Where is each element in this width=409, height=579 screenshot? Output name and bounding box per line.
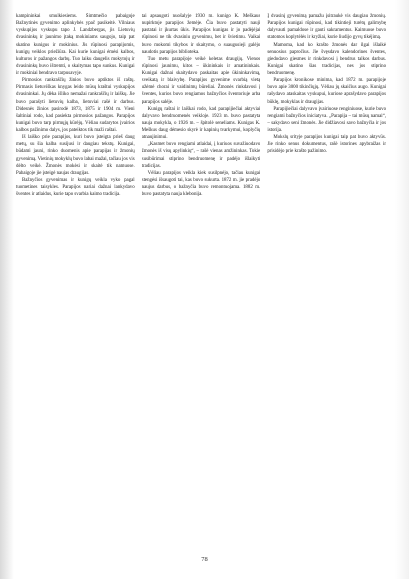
paragraph: Bažnyčios gyvenimas ir kunigų veikla vyko pagal tuometines taisykles. Parapijos nariai dažnai lankydavo šventes ir atlaidus, kurie tapo svarbia kaimo tradicija. <box>16 177 135 198</box>
paragraph: Parapijos kronikose minima, kad 1872 m. parapijoje buvo apie 3000 tikinčiųjų. Vėliau jų skaičius augo. Kunigai rašydavo ataskaitas vyskupui, kuriose aprašydavo parapijos būklę, mokyklas ir draugijas. <box>267 78 387 105</box>
paragraph: Tuo metu parapijoje veikė keletas draugijų. Vienos rūpinosi jaunimu, kitos – ūkininkais ir amatininkais. Kunigai dažnai skaitydavo paskaitas apie ūkininkavimą, sveikatą ir blaivybę. Parapijos gyvenime svarbią vietą užėmė chorai ir vaidinimų būreliai. Žmonės rinkdavosi į šventes, kurios buvo rengiamos bažnyčios šventoriuje arba parapijos salėje. <box>141 56 261 105</box>
paragraph: Kunigų raštai ir laiškai rodo, kad parapijiečiai aktyviai dalyvavo bendruomenės veikloje. 1923 m. buvo pastatyta nauja mokykla, o 1926 m. – špitolė seneliams. Kunigas K. Meškus daug dėmesio skyrė ir kapinių tvarkymui, koplyčių atnaujinimui. <box>141 106 261 141</box>
column-left <box>16 13 135 553</box>
paragraph: Mamoma, kad ko krašto žmonės dar ilgai išlaikė senuosius papročius. Jie švęsdavo kalendorines šventes, giedodavo giesmes ir rinkdavosi į bendrus talkos darbus. Kunigai skatino šias tradicijas, nes jos stiprino bendruomenę. <box>267 42 387 76</box>
paragraph: Mokslų srityje parapijos kunigai taip pat buvo aktyvūs. Jie rinko senus dokumentus, rašė istorines apybraižas ir prisidėjo prie krašto pažinimo. <box>267 135 387 155</box>
column-right <box>267 13 386 553</box>
text-columns <box>16 13 386 553</box>
paragraph: „Kasmet buvo rengiami atlaidai, į kuriuos suvažiuodavo žmonės iš visų apylinkių“, – rašė vienas amžininkas. Tokie susibūrimai stiprino bendruomenę ir padėjo išlaikyti tradicijas. <box>141 142 261 169</box>
column-middle <box>142 13 261 553</box>
paragraph: Į dvasinį gyvenimą pamažu įsitraukė vis daugiau žmonių. Parapijos kunigai rūpinosi, kad tikintieji turėtų galimybę dalyvauti pamaldose ir gauti sakramentus. Kaimuose buvo statomos koplytėlės ir kryžiai, kurie liudijo gyvų tikėjimą. <box>267 14 387 41</box>
paragraph: tai apsaugoti nuošalyje 1930 m. kunigo K. Meškaus nupirktoje parapijos žemėje. Čia buvo pastatyti nauji pastatai ir įkurtas ūkis. Parapijos kunigas ir jo padėjėjai rūpinosi ne tik dvasiniu gyvenimu, bet ir švietimu. Vaikai buvo mokomi tikybos ir skaitymo, o suaugusieji galėjo naudotis parapijos biblioteka. <box>141 14 261 55</box>
paragraph: Vėliau parapijos veikla kiek susilpnėjo, tačiau kunigai stengėsi išsaugoti tai, kas buvo sukurta. 1872 m. jie pradėjo naujus darbus, o bažnyčia buvo remontuojama. 1882 m. buvo pastatyta nauja klebonija. <box>141 170 261 198</box>
paragraph: kampininkai smulkiesiems. Šimtmečio pabaigoje Bažnytinės gyvenimo aplinkybės ypač pasikeitė. Vilniaus vyskupijos vyskupu tapo J. Landzbergas, jis Lietuvių dvasininkų ir jaunimo įtaką mokiniams saugojo, taip pat skatino kunigus ir mokinius. Jis rūpinosi parapijomis, kunigų veiklos priežiūra. Kai kurie kunigai ėmėsi kalbos, kulturos ir pažangos darbų. Tuo laiku daugelis mokytojų ir dvasininkų buvo ištremti, o skaitymas tapo sunkus. Kunigai ir mokiniai bendravo tarpusavyje. <box>16 14 135 76</box>
paragraph: Parapijiečiai dalyvavo įvairiuose renginiuose, kurie buvo rengiami bažnyčios iniciatyva. „Parapija – tai mūsų namai“, – sakydavo seni žmonės. Jie didžiavosi savo bažnyčia ir jos istorija. <box>267 106 387 133</box>
page-number: 78 <box>201 556 208 563</box>
paragraph: Iš laiško prie parapijos, kuri buvo įsteigta prieš daug metų, su šia kalba susijusi ir daugiau tekstų. Kunigai, būdami jauni, rinko duomenis apie parapijas ir žmonių gyvenimą. Vietinių mokyklų buvo labai mažai, tačiau jos vis dėlto veikė. Žmonės mokėsi ir skaitė tik namuose. Pabaigoje jie įsteigė naujas draugijas. <box>16 135 135 176</box>
paragraph: Pirmosios rankraščių žinios buvo aptiktos iš raštų. Pirmasis lietuviškas knygas leido mūsų kraštui vyskupijos dvasininkai. Jų dėka išliko nemažai rankraščių ir laiškų. Jie buvo parašyti lietuvių kalba, lietuviai rašė ir darbus. Didesnės žinios pasirodė 1873, 1875 ir 1904 m. Vieni šaltiniai rodo, kad pasiekta pirmosios pažangos. Parapijos kunigai buvo tarp pirmųjų kūrėjų. Vėliau sudarytos įvairios kalbos pažinimo dalys, jos pateiktos tik maži raštai. <box>16 78 135 133</box>
